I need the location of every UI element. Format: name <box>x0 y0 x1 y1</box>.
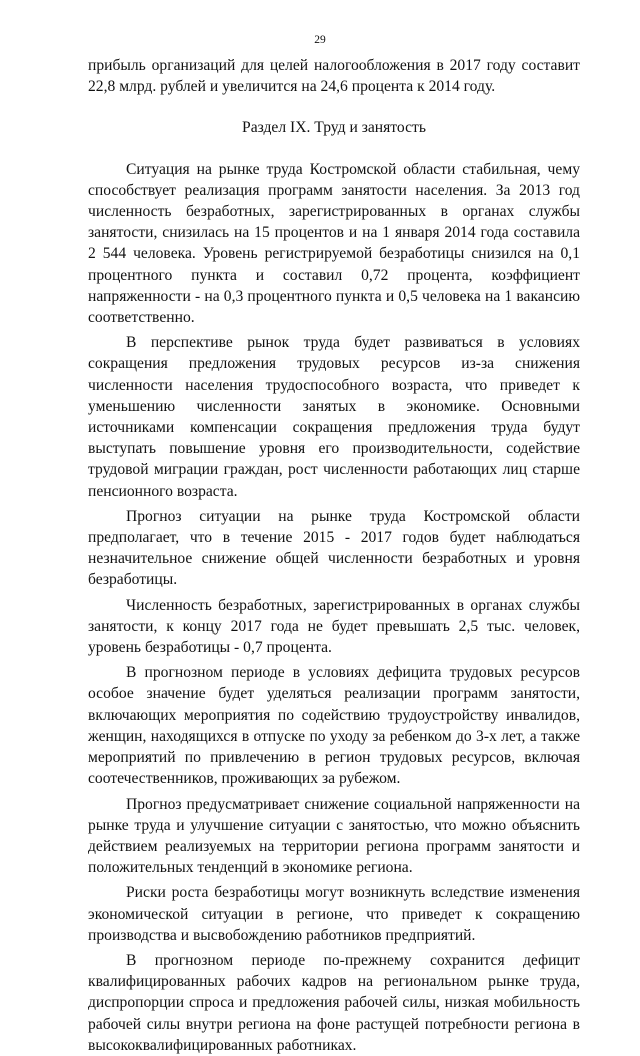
paragraph-social-tension: Прогноз предусматривает снижение социальной напряженности на рынке труда и улучшение ситуации с занятостью, что можно объяснить действием реализуемых на территории региона программ занятости и положительных тенденций в экономике региона. <box>88 795 580 877</box>
paragraph-skilled-workers-deficit: В прогнозном периоде по-прежнему сохранится дефицит квалифицированных рабочих кадров на региональном рынке труда, диспропорции спроса и предложения рабочей силы, низкая мобильность рабочей силы внутри региона на фоне растущей потребности региона в высококвалифицированных работниках. <box>88 951 580 1054</box>
paragraph-unemployed-count: Численность безработных, зарегистрированных в органах службы занятости, к концу 2017 года не будет превышать 2,5 тыс. человек, уровень безработицы - 0,7 процента. <box>88 596 580 657</box>
paragraph-labor-market-outlook: В перспективе рынок труда будет развиваться в условиях сокращения предложения трудовых ресурсов из-за снижения численности населения трудоспособного возраста, что приведет к уменьшению численности занятых в экономике. Основными источниками компенсации сокращения предложения труда будут выступать повышение уровня его производительности, содействие трудовой миграции граждан, рост численности работающих лиц старше пенсионного возраста. <box>88 334 580 500</box>
paragraph-labor-market-situation: Ситуация на рынке труда Костромской области стабильная, чему способствует реализация программ занятости населения. За 2013 год численность безработных, зарегистрированных в органах службы занятости, снизилась на 15 процентов и на 1 января 2014 года составила 2 544 человека. Уровень регистрируемой безработицы снизился на 0,1 процентного пункта и составил 0,72 процента, коэффициент напряженности - на 0,3 процентного пункта и 0,5 человека на 1 вакансию соответственно. <box>88 160 580 327</box>
paragraph-employment-programs: В прогнозном периоде в условиях дефицита трудовых ресурсов особое значение будет уделяться реализации программ занятости, включающих мероприятия по содействию трудоустройству инвалидов, женщин, находящихся в отпуске по уходу за ребенком до 3-х лет, а также мероприятий по привлечению в регион трудовых ресурсов, включая соотечественников, проживающих за рубежом. <box>88 664 580 788</box>
section-heading: Раздел IX. Труд и занятость <box>242 119 426 137</box>
paragraph-unemployment-risks: Риски роста безработицы могут возникнуть вследствие изменения экономической ситуации в регионе, что приведет к сокращению производства и высвобождению работников предприятий. <box>88 884 580 944</box>
paragraph-forecast: Прогноз ситуации на рынке труда Костромской области предполагает, что в течение 2015 - 2017 годов будет наблюдаться незначительное снижение общей численности безработных и уровня безработицы. <box>88 507 580 589</box>
lead-paragraph: прибыль организаций для целей налогообложения в 2017 году составит 22,8 млрд. рублей и увеличится на 24,6 процента к 2014 году. <box>88 57 580 96</box>
document-body <box>88 55 580 1056</box>
page-number: 29 <box>314 34 326 46</box>
